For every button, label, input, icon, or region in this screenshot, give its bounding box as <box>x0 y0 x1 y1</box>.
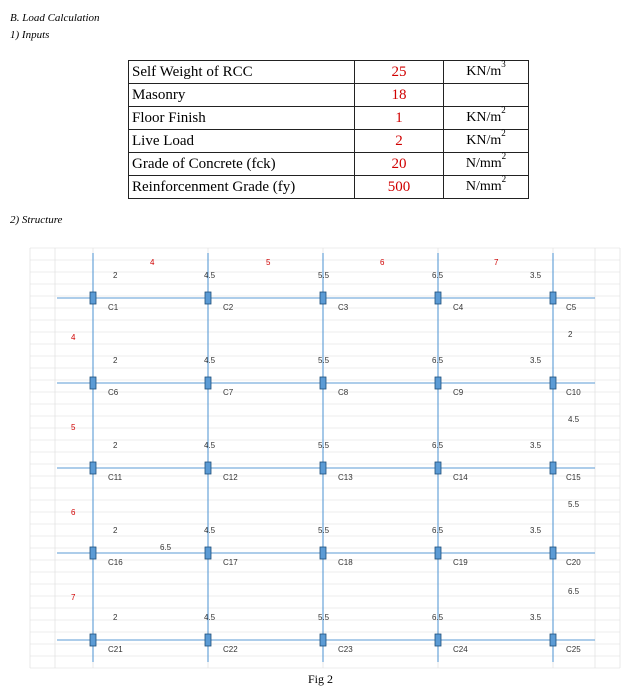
distance-label: 4.5 <box>568 415 580 424</box>
distance-label: 5.5 <box>318 271 330 280</box>
column-marker <box>550 547 556 559</box>
parameter-value: 500 <box>355 176 444 199</box>
column-label: C4 <box>453 303 464 312</box>
column-marker <box>90 634 96 646</box>
parameter-value: 25 <box>355 61 444 84</box>
column-marker <box>90 377 96 389</box>
column-label: C24 <box>453 645 468 654</box>
unit-text: N/mm <box>465 156 502 171</box>
column-marker <box>90 292 96 304</box>
column-marker <box>205 292 211 304</box>
column-label: C3 <box>338 303 349 312</box>
column-marker <box>205 377 211 389</box>
column-marker <box>320 462 326 474</box>
column-label: C6 <box>108 388 119 397</box>
distance-label: 4.5 <box>204 271 216 280</box>
column-marker <box>435 462 441 474</box>
unit-text: KN/m <box>466 64 502 79</box>
distance-label: 2 <box>113 271 118 280</box>
column-label: C20 <box>566 558 581 567</box>
span-label: 5 <box>71 423 76 432</box>
distance-label: 4.5 <box>204 613 216 622</box>
column-label: C5 <box>566 303 577 312</box>
column-marker <box>550 634 556 646</box>
distance-label: 4.5 <box>204 356 216 365</box>
unit-text: KN/m <box>466 110 502 125</box>
distance-label: 4.5 <box>204 441 216 450</box>
column-marker <box>550 292 556 304</box>
column-label: C23 <box>338 645 353 654</box>
column-marker <box>435 634 441 646</box>
distance-label: 6.5 <box>432 271 444 280</box>
distance-label: 3.5 <box>530 613 542 622</box>
inputs-heading: 1) Inputs <box>10 29 50 41</box>
column-marker <box>435 292 441 304</box>
figure-caption: Fig 2 <box>308 672 334 686</box>
span-label: 4 <box>150 258 155 267</box>
distance-label: 2 <box>113 613 118 622</box>
distance-label: 6.5 <box>432 613 444 622</box>
distance-label: 6.5 <box>432 356 444 365</box>
column-label: C12 <box>223 473 238 482</box>
column-label: C13 <box>338 473 353 482</box>
column-label: C14 <box>453 473 468 482</box>
column-marker <box>320 292 326 304</box>
column-marker <box>435 547 441 559</box>
unit-exponent: 2 <box>501 128 506 138</box>
distance-label: 2 <box>568 330 573 339</box>
column-marker <box>550 462 556 474</box>
column-label: C10 <box>566 388 581 397</box>
unit-text: KN/m <box>466 133 502 148</box>
distance-label: 6.5 <box>160 543 172 552</box>
column-marker <box>435 377 441 389</box>
column-label: C8 <box>338 388 349 397</box>
column-marker <box>90 462 96 474</box>
distance-label: 6.5 <box>432 526 444 535</box>
column-label: C9 <box>453 388 464 397</box>
column-label: C19 <box>453 558 468 567</box>
unit-exponent: 2 <box>501 174 507 184</box>
column-marker <box>205 462 211 474</box>
parameter-name: Masonry <box>129 84 355 107</box>
column-label: C15 <box>566 473 581 482</box>
parameter-name: Self Weight of RCC <box>129 61 355 84</box>
distance-label: 3.5 <box>530 356 542 365</box>
column-label: C1 <box>108 303 119 312</box>
distance-label: 5.5 <box>318 441 330 450</box>
column-marker <box>320 634 326 646</box>
span-label: 6 <box>71 508 76 517</box>
column-marker <box>320 547 326 559</box>
distance-label: 5.5 <box>318 613 330 622</box>
structure-heading: 2) Structure <box>10 214 63 226</box>
column-label: C21 <box>108 645 123 654</box>
parameter-value: 1 <box>355 107 444 130</box>
column-label: C22 <box>223 645 238 654</box>
column-label: C18 <box>338 558 353 567</box>
column-label: C17 <box>223 558 238 567</box>
span-label: 7 <box>71 593 76 602</box>
column-label: C25 <box>566 645 581 654</box>
span-label: 6 <box>380 258 385 267</box>
distance-label: 6.5 <box>568 587 580 596</box>
distance-label: 2 <box>113 441 118 450</box>
column-label: C7 <box>223 388 234 397</box>
distance-label: 5.5 <box>318 526 330 535</box>
unit-exponent: 2 <box>501 105 506 115</box>
unit-exponent: 3 <box>501 59 506 69</box>
distance-label: 2 <box>113 356 118 365</box>
parameter-name: Reinforcenment Grade (fy) <box>129 176 355 199</box>
parameter-value: 2 <box>355 130 444 153</box>
column-marker <box>550 377 556 389</box>
span-label: 4 <box>71 333 76 342</box>
distance-label: 3.5 <box>530 526 542 535</box>
parameter-name: Floor Finish <box>129 107 355 130</box>
column-label: C16 <box>108 558 123 567</box>
column-marker <box>90 547 96 559</box>
column-label: C11 <box>108 473 123 482</box>
distance-label: 2 <box>113 526 118 535</box>
distance-label: 6.5 <box>432 441 444 450</box>
column-marker <box>205 634 211 646</box>
parameter-value: 18 <box>355 84 444 107</box>
section-heading: B. Load Calculation <box>10 12 100 24</box>
distance-label: 5.5 <box>568 500 580 509</box>
column-marker <box>205 547 211 559</box>
distance-label: 4.5 <box>204 526 216 535</box>
parameter-name: Live Load <box>129 130 355 153</box>
unit-text: N/mm <box>465 179 502 194</box>
span-label: 7 <box>494 258 499 267</box>
distance-label: 5.5 <box>318 356 330 365</box>
span-label: 5 <box>266 258 271 267</box>
parameter-value: 20 <box>355 153 444 176</box>
unit-exponent: 2 <box>501 151 507 161</box>
parameter-name: Grade of Concrete (fck) <box>129 153 355 176</box>
column-marker <box>320 377 326 389</box>
column-label: C2 <box>223 303 234 312</box>
distance-label: 3.5 <box>530 271 542 280</box>
distance-label: 3.5 <box>530 441 542 450</box>
